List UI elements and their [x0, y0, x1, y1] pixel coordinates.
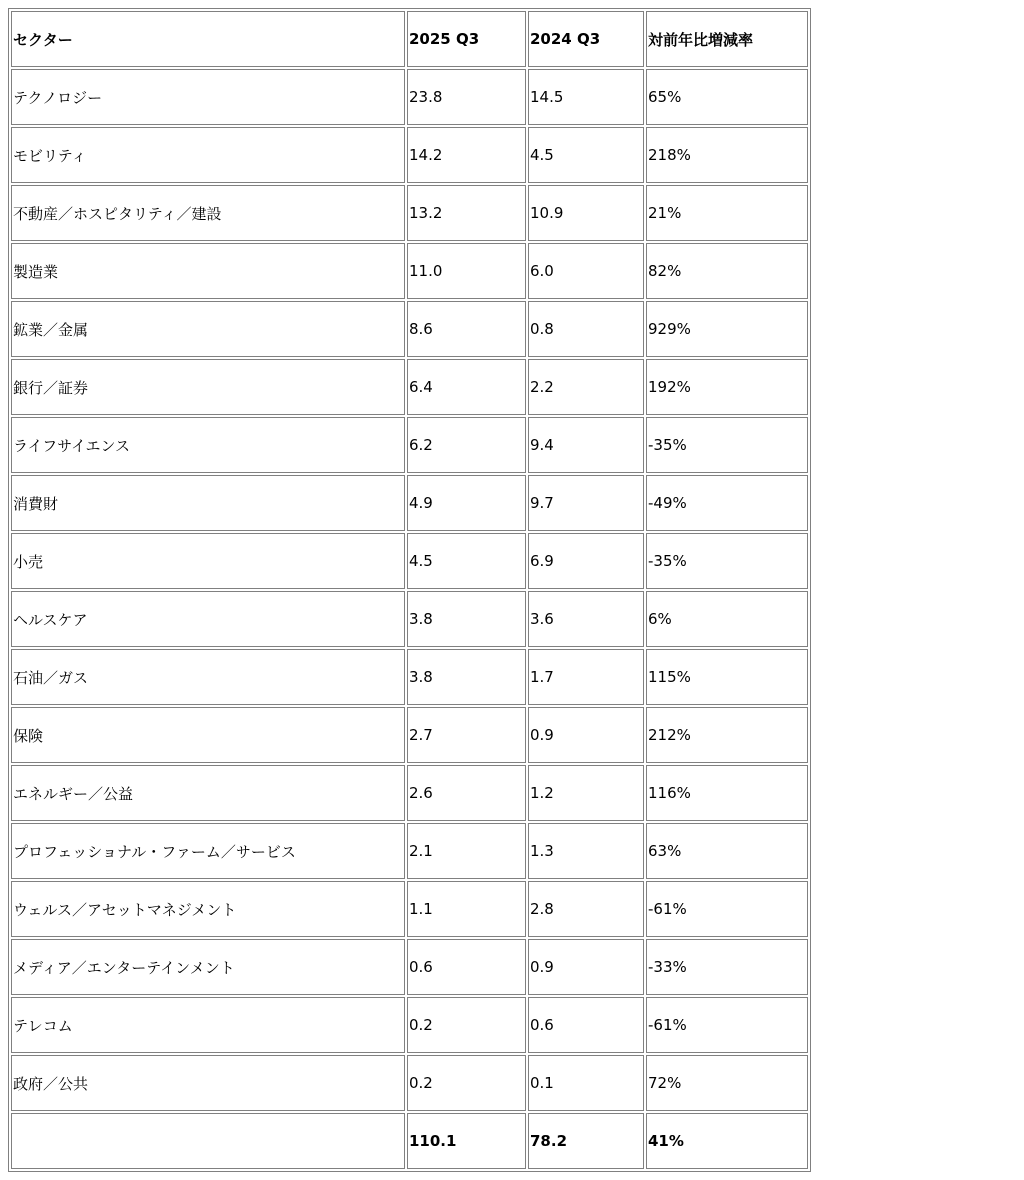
sector-cell: テレコム — [11, 997, 405, 1053]
yoy-change-cell: 63% — [646, 823, 808, 879]
yoy-change-cell: 218% — [646, 127, 808, 183]
2024-q3-cell: 0.9 — [528, 707, 644, 763]
yoy-change-cell: 115% — [646, 649, 808, 705]
header-yoy-change: 対前年比増減率 — [646, 11, 808, 67]
table-row — [11, 997, 808, 1053]
2025-q3-cell: 8.6 — [407, 301, 526, 357]
table-row — [11, 707, 808, 763]
total-2025-q3-cell: 110.1 — [407, 1113, 526, 1169]
header-row — [11, 11, 808, 67]
yoy-change-cell: 72% — [646, 1055, 808, 1111]
2025-q3-cell: 2.6 — [407, 765, 526, 821]
header-2025-q3: 2025 Q3 — [407, 11, 526, 67]
2024-q3-cell: 1.3 — [528, 823, 644, 879]
2025-q3-cell: 1.1 — [407, 881, 526, 937]
2024-q3-cell: 0.1 — [528, 1055, 644, 1111]
yoy-change-cell: 192% — [646, 359, 808, 415]
2024-q3-cell: 14.5 — [528, 69, 644, 125]
2024-q3-cell: 0.6 — [528, 997, 644, 1053]
yoy-change-cell: -61% — [646, 997, 808, 1053]
total-row — [11, 1113, 808, 1169]
header-sector: セクター — [11, 11, 405, 67]
2025-q3-cell: 13.2 — [407, 185, 526, 241]
yoy-change-cell: -35% — [646, 417, 808, 473]
2025-q3-cell: 0.6 — [407, 939, 526, 995]
2024-q3-cell: 9.7 — [528, 475, 644, 531]
table-row — [11, 823, 808, 879]
sector-cell: 石油／ガス — [11, 649, 405, 705]
sector-table — [8, 8, 811, 1172]
yoy-change-cell: -35% — [646, 533, 808, 589]
sector-cell: 鉱業／金属 — [11, 301, 405, 357]
2025-q3-cell: 6.2 — [407, 417, 526, 473]
table-row — [11, 939, 808, 995]
yoy-change-cell: 82% — [646, 243, 808, 299]
sector-cell: エネルギー／公益 — [11, 765, 405, 821]
sector-cell: 保険 — [11, 707, 405, 763]
2025-q3-cell: 4.9 — [407, 475, 526, 531]
2025-q3-cell: 3.8 — [407, 649, 526, 705]
table-row — [11, 765, 808, 821]
2024-q3-cell: 10.9 — [528, 185, 644, 241]
2024-q3-cell: 9.4 — [528, 417, 644, 473]
sector-cell: ヘルスケア — [11, 591, 405, 647]
sector-cell: 消費財 — [11, 475, 405, 531]
2024-q3-cell: 4.5 — [528, 127, 644, 183]
2025-q3-cell: 14.2 — [407, 127, 526, 183]
total-sector-cell — [11, 1113, 405, 1169]
table-row — [11, 475, 808, 531]
yoy-change-cell: -49% — [646, 475, 808, 531]
table-row — [11, 1055, 808, 1111]
sector-cell: 小売 — [11, 533, 405, 589]
sector-cell: 製造業 — [11, 243, 405, 299]
2025-q3-cell: 0.2 — [407, 997, 526, 1053]
table-row — [11, 591, 808, 647]
yoy-change-cell: 21% — [646, 185, 808, 241]
2024-q3-cell: 2.8 — [528, 881, 644, 937]
sector-cell: 不動産／ホスピタリティ／建設 — [11, 185, 405, 241]
table-row — [11, 127, 808, 183]
yoy-change-cell: 65% — [646, 69, 808, 125]
2024-q3-cell: 1.2 — [528, 765, 644, 821]
table-row — [11, 649, 808, 705]
2025-q3-cell: 11.0 — [407, 243, 526, 299]
2024-q3-cell: 1.7 — [528, 649, 644, 705]
2025-q3-cell: 6.4 — [407, 359, 526, 415]
table-row — [11, 417, 808, 473]
table-row — [11, 359, 808, 415]
yoy-change-cell: 6% — [646, 591, 808, 647]
table-row — [11, 301, 808, 357]
sector-cell: ウェルス／アセットマネジメント — [11, 881, 405, 937]
2024-q3-cell: 6.9 — [528, 533, 644, 589]
sector-cell: モビリティ — [11, 127, 405, 183]
table-row — [11, 243, 808, 299]
sector-cell: メディア／エンターテインメント — [11, 939, 405, 995]
2025-q3-cell: 2.7 — [407, 707, 526, 763]
table-row — [11, 69, 808, 125]
2025-q3-cell: 0.2 — [407, 1055, 526, 1111]
2025-q3-cell: 23.8 — [407, 69, 526, 125]
table-row — [11, 881, 808, 937]
sector-cell: 銀行／証券 — [11, 359, 405, 415]
sector-cell: プロフェッショナル・ファーム／サービス — [11, 823, 405, 879]
sector-cell: テクノロジー — [11, 69, 405, 125]
2024-q3-cell: 2.2 — [528, 359, 644, 415]
2024-q3-cell: 6.0 — [528, 243, 644, 299]
2025-q3-cell: 4.5 — [407, 533, 526, 589]
table-row — [11, 533, 808, 589]
2024-q3-cell: 3.6 — [528, 591, 644, 647]
sector-cell: 政府／公共 — [11, 1055, 405, 1111]
2024-q3-cell: 0.8 — [528, 301, 644, 357]
yoy-change-cell: 116% — [646, 765, 808, 821]
2024-q3-cell: 0.9 — [528, 939, 644, 995]
sector-cell: ライフサイエンス — [11, 417, 405, 473]
table-body — [11, 69, 808, 1111]
table-row — [11, 185, 808, 241]
yoy-change-cell: 929% — [646, 301, 808, 357]
header-2024-q3: 2024 Q3 — [528, 11, 644, 67]
yoy-change-cell: -61% — [646, 881, 808, 937]
2025-q3-cell: 3.8 — [407, 591, 526, 647]
total-2024-q3-cell: 78.2 — [528, 1113, 644, 1169]
table-container — [8, 8, 811, 1172]
2025-q3-cell: 2.1 — [407, 823, 526, 879]
total-yoy-change-cell: 41% — [646, 1113, 808, 1169]
yoy-change-cell: -33% — [646, 939, 808, 995]
yoy-change-cell: 212% — [646, 707, 808, 763]
